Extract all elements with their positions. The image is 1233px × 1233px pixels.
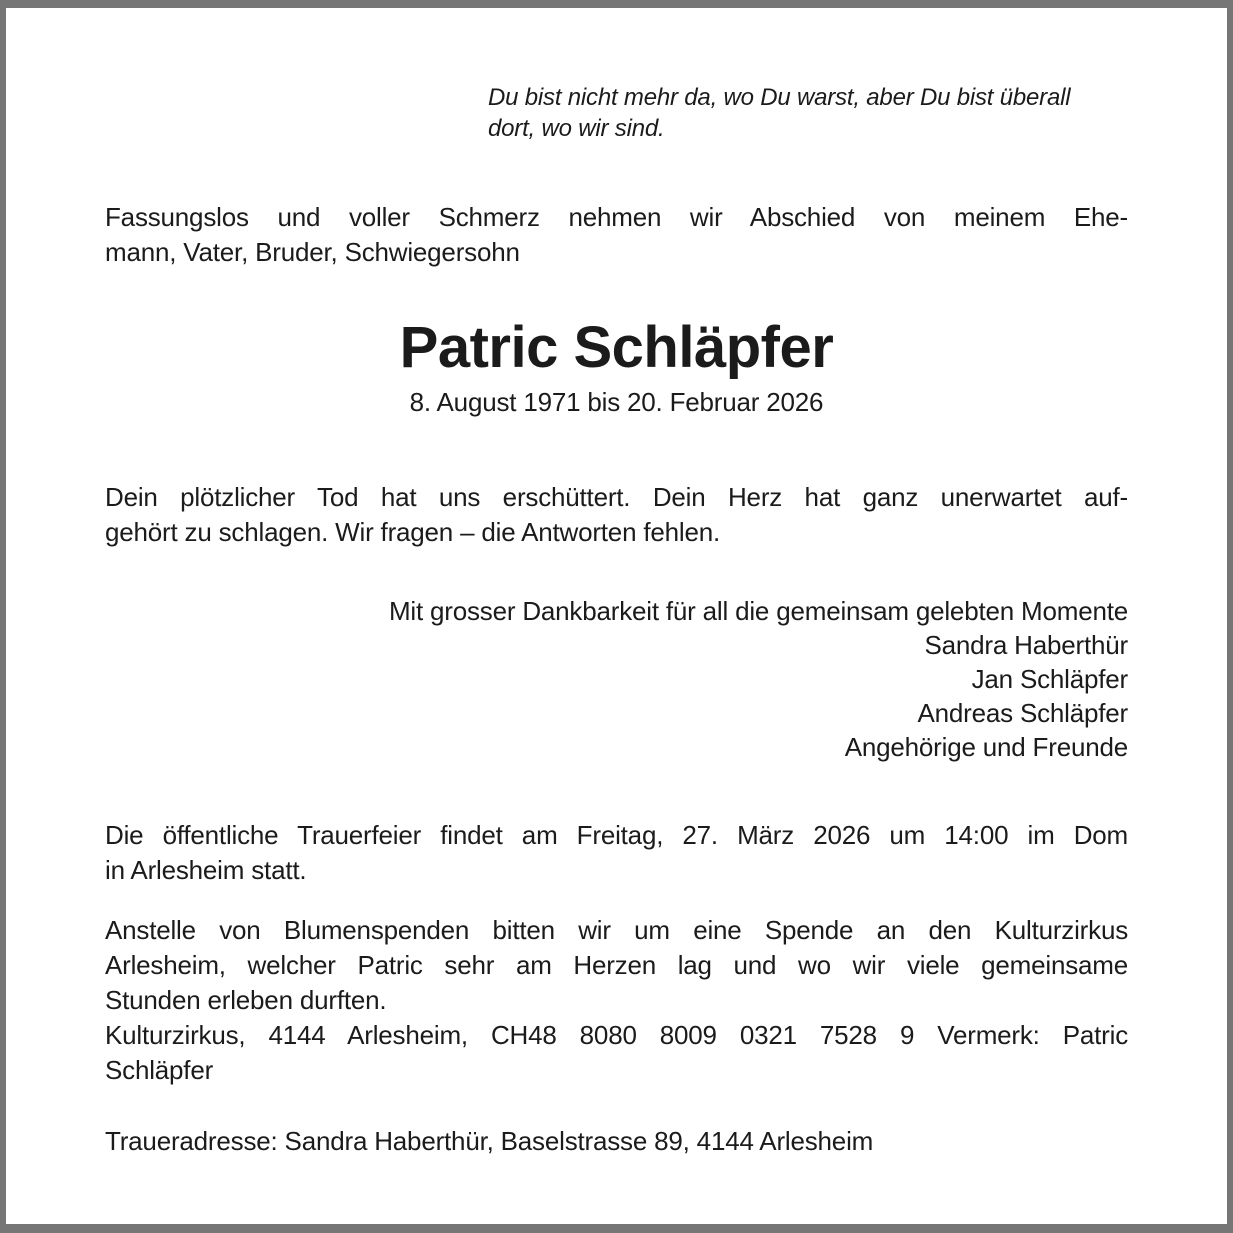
mourning-address: Traueradresse: Sandra Haberthür, Baselstrasse 89, 4144 Arlesheim — [105, 1126, 874, 1156]
text-line: Mit grosser Dankbarkeit für all die gemeinsam gelebten Momente — [388, 596, 1128, 626]
funeral-info-paragraph — [105, 818, 1128, 888]
text-line: Stunden erleben durften. — [105, 985, 387, 1015]
text-line: mann, Vater, Bruder, Schwiegersohn — [105, 237, 520, 267]
deceased-name: Patric Schläpfer — [399, 315, 834, 380]
intro-paragraph — [105, 200, 1128, 270]
text-line: Angehörige und Freunde — [844, 732, 1128, 762]
text-line: in Arlesheim statt. — [105, 855, 307, 885]
text-line: Du bist nicht mehr da, wo Du warst, aber Du bist überall — [488, 84, 1071, 111]
text-line: Anstelle von Blumenspenden bitten wir um eine Spende an den Kulturzirkus — [105, 915, 1128, 945]
memorial-quote — [488, 82, 1128, 144]
text-line: Fassungslos und voller Schmerz nehmen wir Abschied von meinem Ehe- — [105, 202, 1128, 232]
text-line: Andreas Schläpfer — [917, 698, 1128, 728]
text-line: Schläpfer — [105, 1055, 214, 1085]
family-names-block — [105, 594, 1128, 764]
obituary-content — [6, 82, 1227, 1233]
text-line: gehört zu schlagen. Wir fragen – die Antworten fehlen. — [105, 517, 721, 547]
text-line: Kulturzirkus, 4144 Arlesheim, CH48 8080 8009 0321 7528 9 Vermerk: Patric — [105, 1020, 1128, 1050]
life-dates: 8. August 1971 bis 20. Februar 2026 — [409, 387, 824, 417]
donation-paragraph — [105, 913, 1128, 1018]
text-line: Jan Schläpfer — [971, 664, 1128, 694]
text-line: Arlesheim, welcher Patric sehr am Herzen lag und wo wir viele gemeinsame — [105, 950, 1128, 980]
text-line: Sandra Haberthür — [924, 630, 1128, 660]
donation-section — [105, 913, 1128, 1088]
text-line: dort, wo wir sind. — [488, 115, 665, 142]
text-line: Die öffentliche Trauerfeier findet am Freitag, 27. März 2026 um 14:00 im Dom — [105, 820, 1128, 850]
text-line: Dein plötzlicher Tod hat uns erschüttert. Dein Herz hat ganz unerwartet auf- — [105, 482, 1128, 512]
donation-account-paragraph — [105, 1018, 1128, 1088]
shock-paragraph — [105, 480, 1128, 550]
